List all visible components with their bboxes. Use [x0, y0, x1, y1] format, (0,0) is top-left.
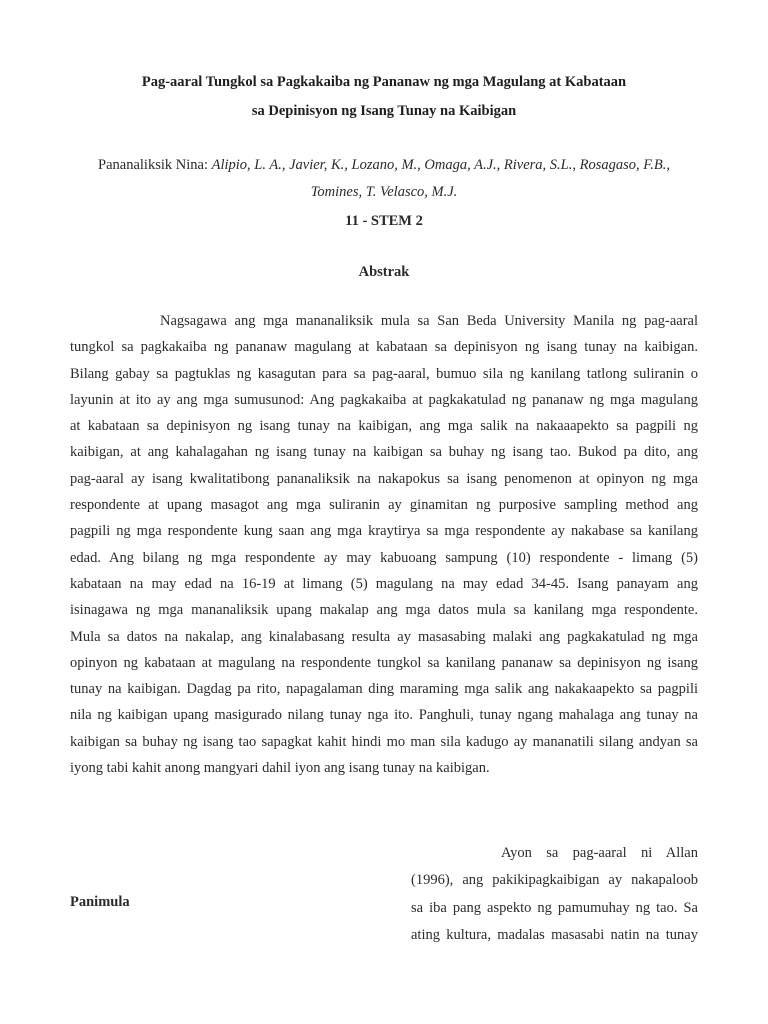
abstract-line: opinyon ng kabataan at magulang na respondente tungkol sa kanilang pananaw sa depinisyon ng isang: [70, 654, 698, 671]
abstract-heading: Abstrak: [358, 264, 410, 280]
authors-label: Pananaliksik Nina:: [98, 157, 212, 173]
abstract-line: respondente at upang masagot ang mga suliranin ay ginamitan ng purposive sampling method ang: [70, 497, 698, 514]
panimula-heading: Panimula: [70, 894, 130, 910]
abstract-line: kaibigan sa buhay ng isang tao sapagkat kahit hindi mo man sila kadugo ay mananatili silang andyan sa: [70, 733, 698, 750]
abstract-body: [70, 308, 698, 781]
abstract-line: layunin at ito ay ang mga sumusunod: Ang pagkakaiba at pagkakatulad ng pananaw ng mga magulang: [70, 391, 698, 408]
abstract-line: nila ng kaibigan upang masigurado nilang tunay nga ito. Panghuli, tunay ngang mahalaga ang tunay na: [70, 707, 698, 724]
abstract-line: at kabataan sa depinisyon ng isang tunay na kaibigan, ang mga salik na nakaaapekto sa pagpili ng: [70, 418, 698, 435]
abstract-line: edad. Ang bilang ng mga respondente ay may kabuoang sampung (10) respondente - limang (5): [70, 549, 698, 566]
section-label: 11 - STEM 2: [345, 213, 423, 229]
abstract-line: iyong tabi kahit anong mangyari dahil iyon ang isang tunay na kaibigan.: [70, 760, 490, 777]
intro-paragraph: [411, 840, 698, 950]
abstract-line: pagpili ng mga respondente kung saan ang mga kraytirya sa mga respondente ay nakabase sa kanilang: [70, 523, 698, 540]
abstract-line: kaibigan, at ang kahalagahan ng isang tunay na kaibigan sa buhay ng isang tao. Bukod pa dito, ang: [70, 444, 698, 461]
abstract-line: kabataan na may edad na 16-19 at limang (5) magulang na may edad 34-45. Isang panayam ang: [70, 575, 698, 592]
authors-names-1: Alipio, L. A., Javier, K., Lozano, M., Omaga, A.J., Rivera, S.L., Rosagaso, F.B.,: [211, 157, 670, 173]
abstract-line: tungkol sa pagkakaiba ng pananaw magulang at kabataan sa depinisyon ng isang tunay na kaibigan.: [70, 339, 698, 356]
abstract-line: Mula sa datos na nakalap, ang kinalabasang resulta ay masasabing malaki ang pagkakatulad ng mga: [70, 628, 698, 645]
intro-line: Ayon sa pag-aaral ni Allan: [501, 845, 698, 861]
authors-names-2: Tomines, T. Velasco, M.J.: [310, 184, 458, 200]
intro-line: sa iba pang aspekto ng pamumuhay ng tao. Sa: [411, 899, 698, 916]
abstract-line: pag-aaral ay isang kwalitatibong pananaliksik na nakapokus sa isang penomenon at opinyon ng mga: [70, 470, 698, 487]
authors-line-1: [60, 152, 708, 179]
intro-line: (1996), ang pakikipagkaibigan ay nakapaloob: [411, 872, 698, 889]
title-line-2: sa Depinisyon ng Isang Tunay na Kaibigan: [251, 103, 517, 119]
abstract-line: Nagsagawa ang mga mananaliksik mula sa San Beda University Manila ng pag-aaral: [160, 313, 698, 329]
abstract-line: tunay na kaibigan. Dagdag pa rito, napagalaman ding maraming mga salik ang nakakaapekto sa pagpili: [70, 681, 698, 698]
intro-line: ating kultura, madalas masasabi natin na tunay: [411, 927, 698, 944]
abstract-line: Bilang gabay sa pagtuklas ng kasagutan para sa pag-aaral, bumuo sila ng kanilang tatlong suliranin o: [70, 365, 698, 382]
title-line-1: Pag-aaral Tungkol sa Pagkakaiba ng Pananaw ng mga Magulang at Kabataan: [141, 74, 627, 90]
authors-block: [60, 152, 708, 206]
abstract-line: isinagawa ng mga mananaliksik upang makalap ang mga datos mula sa kanilang mga respondente.: [70, 602, 698, 619]
